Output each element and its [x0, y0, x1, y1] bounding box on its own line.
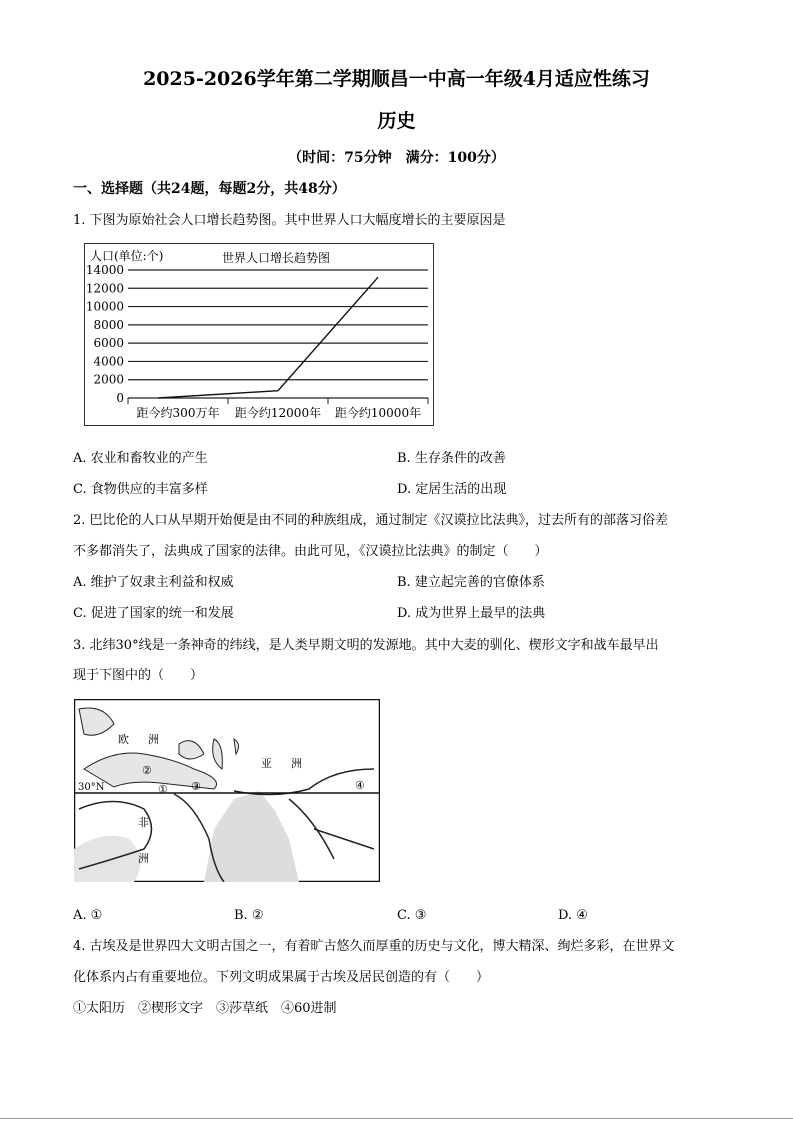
marker-2: ② — [142, 764, 152, 777]
exam-title: 2025-2026学年第二学期顺昌一中高一年级4月适应性练习 — [143, 68, 650, 90]
y-tick-label: 4000 — [93, 354, 124, 369]
q1-option-a[interactable]: A. 农业和畜牧业的产生 — [73, 451, 208, 466]
q2-option-a[interactable]: A. 维护了奴隶主利益和权威 — [73, 575, 234, 590]
q2-option-b[interactable]: B. 建立起完善的官僚体系 — [397, 575, 545, 590]
map-label-africa-2: 洲 — [138, 852, 149, 865]
y-tick-label: 2000 — [93, 372, 124, 387]
q1-option-d[interactable]: D. 定居生活的出现 — [397, 482, 507, 497]
q4-stem-line2: 化体系内占有重要地位。下列文明成果属于古埃及居民创造的有（ ） — [73, 970, 490, 985]
marker-3: ③ — [191, 780, 201, 793]
q3-stem-line1: 3. 北纬30°线是一条神奇的纬线，是人类早期文明的发源地。其中大麦的驯化、楔形文字和战车最早出 — [73, 638, 659, 653]
x-tick-label: 距今约300万年 — [136, 406, 220, 420]
q3-option-d[interactable]: D. ④ — [558, 908, 588, 923]
q1-option-b[interactable]: B. 生存条件的改善 — [397, 451, 506, 466]
map-label-europe-1: 欧 — [118, 733, 129, 746]
y-tick-label: 14000 — [85, 263, 124, 277]
q3-option-b[interactable]: B. ② — [234, 908, 264, 923]
exam-info: （时间：75分钟 满分：100分） — [288, 150, 505, 166]
y-tick-label: 0 — [116, 391, 124, 405]
q4-stem-line1: 4. 古埃及是世界四大文明古国之一，有着旷古悠久而厚重的历史与文化，博大精深、绚烂多彩，在世界文 — [73, 939, 675, 954]
map-30n — [74, 699, 380, 882]
q1-stem: 1. 下图为原始社会人口增长趋势图。其中世界人口大幅度增长的主要原因是 — [73, 213, 506, 228]
q2-stem-line2: 不多都消失了，法典成了国家的法律。由此可见，《汉谟拉比法典》的制定（ ） — [73, 544, 548, 559]
y-tick-label: 10000 — [85, 299, 124, 314]
latitude-label: 30°N — [78, 782, 105, 793]
q3-stem-line2: 现于下图中的（ ） — [73, 668, 204, 683]
subject-title: 历史 — [377, 110, 416, 132]
y-tick-label: 12000 — [85, 281, 124, 296]
page-bottom-border — [0, 1118, 793, 1119]
y-axis-label: 人口(单位:个) — [90, 249, 164, 263]
q2-stem-line1: 2. 巴比伦的人口从早期开始便是由不同的种族组成，通过制定《汉谟拉比法典》，过去所有的部落习俗差 — [73, 513, 669, 528]
map-label-europe-2: 洲 — [148, 733, 159, 746]
x-tick-label: 距今约12000年 — [234, 406, 322, 420]
marker-4: ④ — [355, 779, 365, 792]
section-heading: 一、选择题（共24题，每题2分，共48分） — [73, 181, 346, 197]
q1-option-c[interactable]: C. 食物供应的丰富多样 — [73, 482, 208, 497]
y-tick-label: 8000 — [93, 317, 124, 332]
population-chart — [84, 243, 434, 426]
map-label-africa-1: 非 — [138, 816, 149, 829]
q3-option-a[interactable]: A. ① — [73, 908, 103, 923]
q2-option-c[interactable]: C. 促进了国家的统一和发展 — [73, 606, 234, 621]
y-tick-label: 6000 — [93, 336, 124, 351]
q4-items: ①太阳历 ②楔形文字 ③莎草纸 ④60进制 — [73, 1001, 337, 1016]
x-tick-label: 距今约10000年 — [334, 406, 422, 420]
map-label-asia-2: 洲 — [291, 757, 302, 770]
marker-1: ① — [158, 783, 168, 796]
map-label-asia-1: 亚 — [261, 757, 272, 770]
chart-title: 世界人口增长趋势图 — [222, 251, 331, 265]
q2-option-d[interactable]: D. 成为世界上最早的法典 — [397, 606, 546, 621]
q3-option-c[interactable]: C. ③ — [397, 908, 427, 923]
